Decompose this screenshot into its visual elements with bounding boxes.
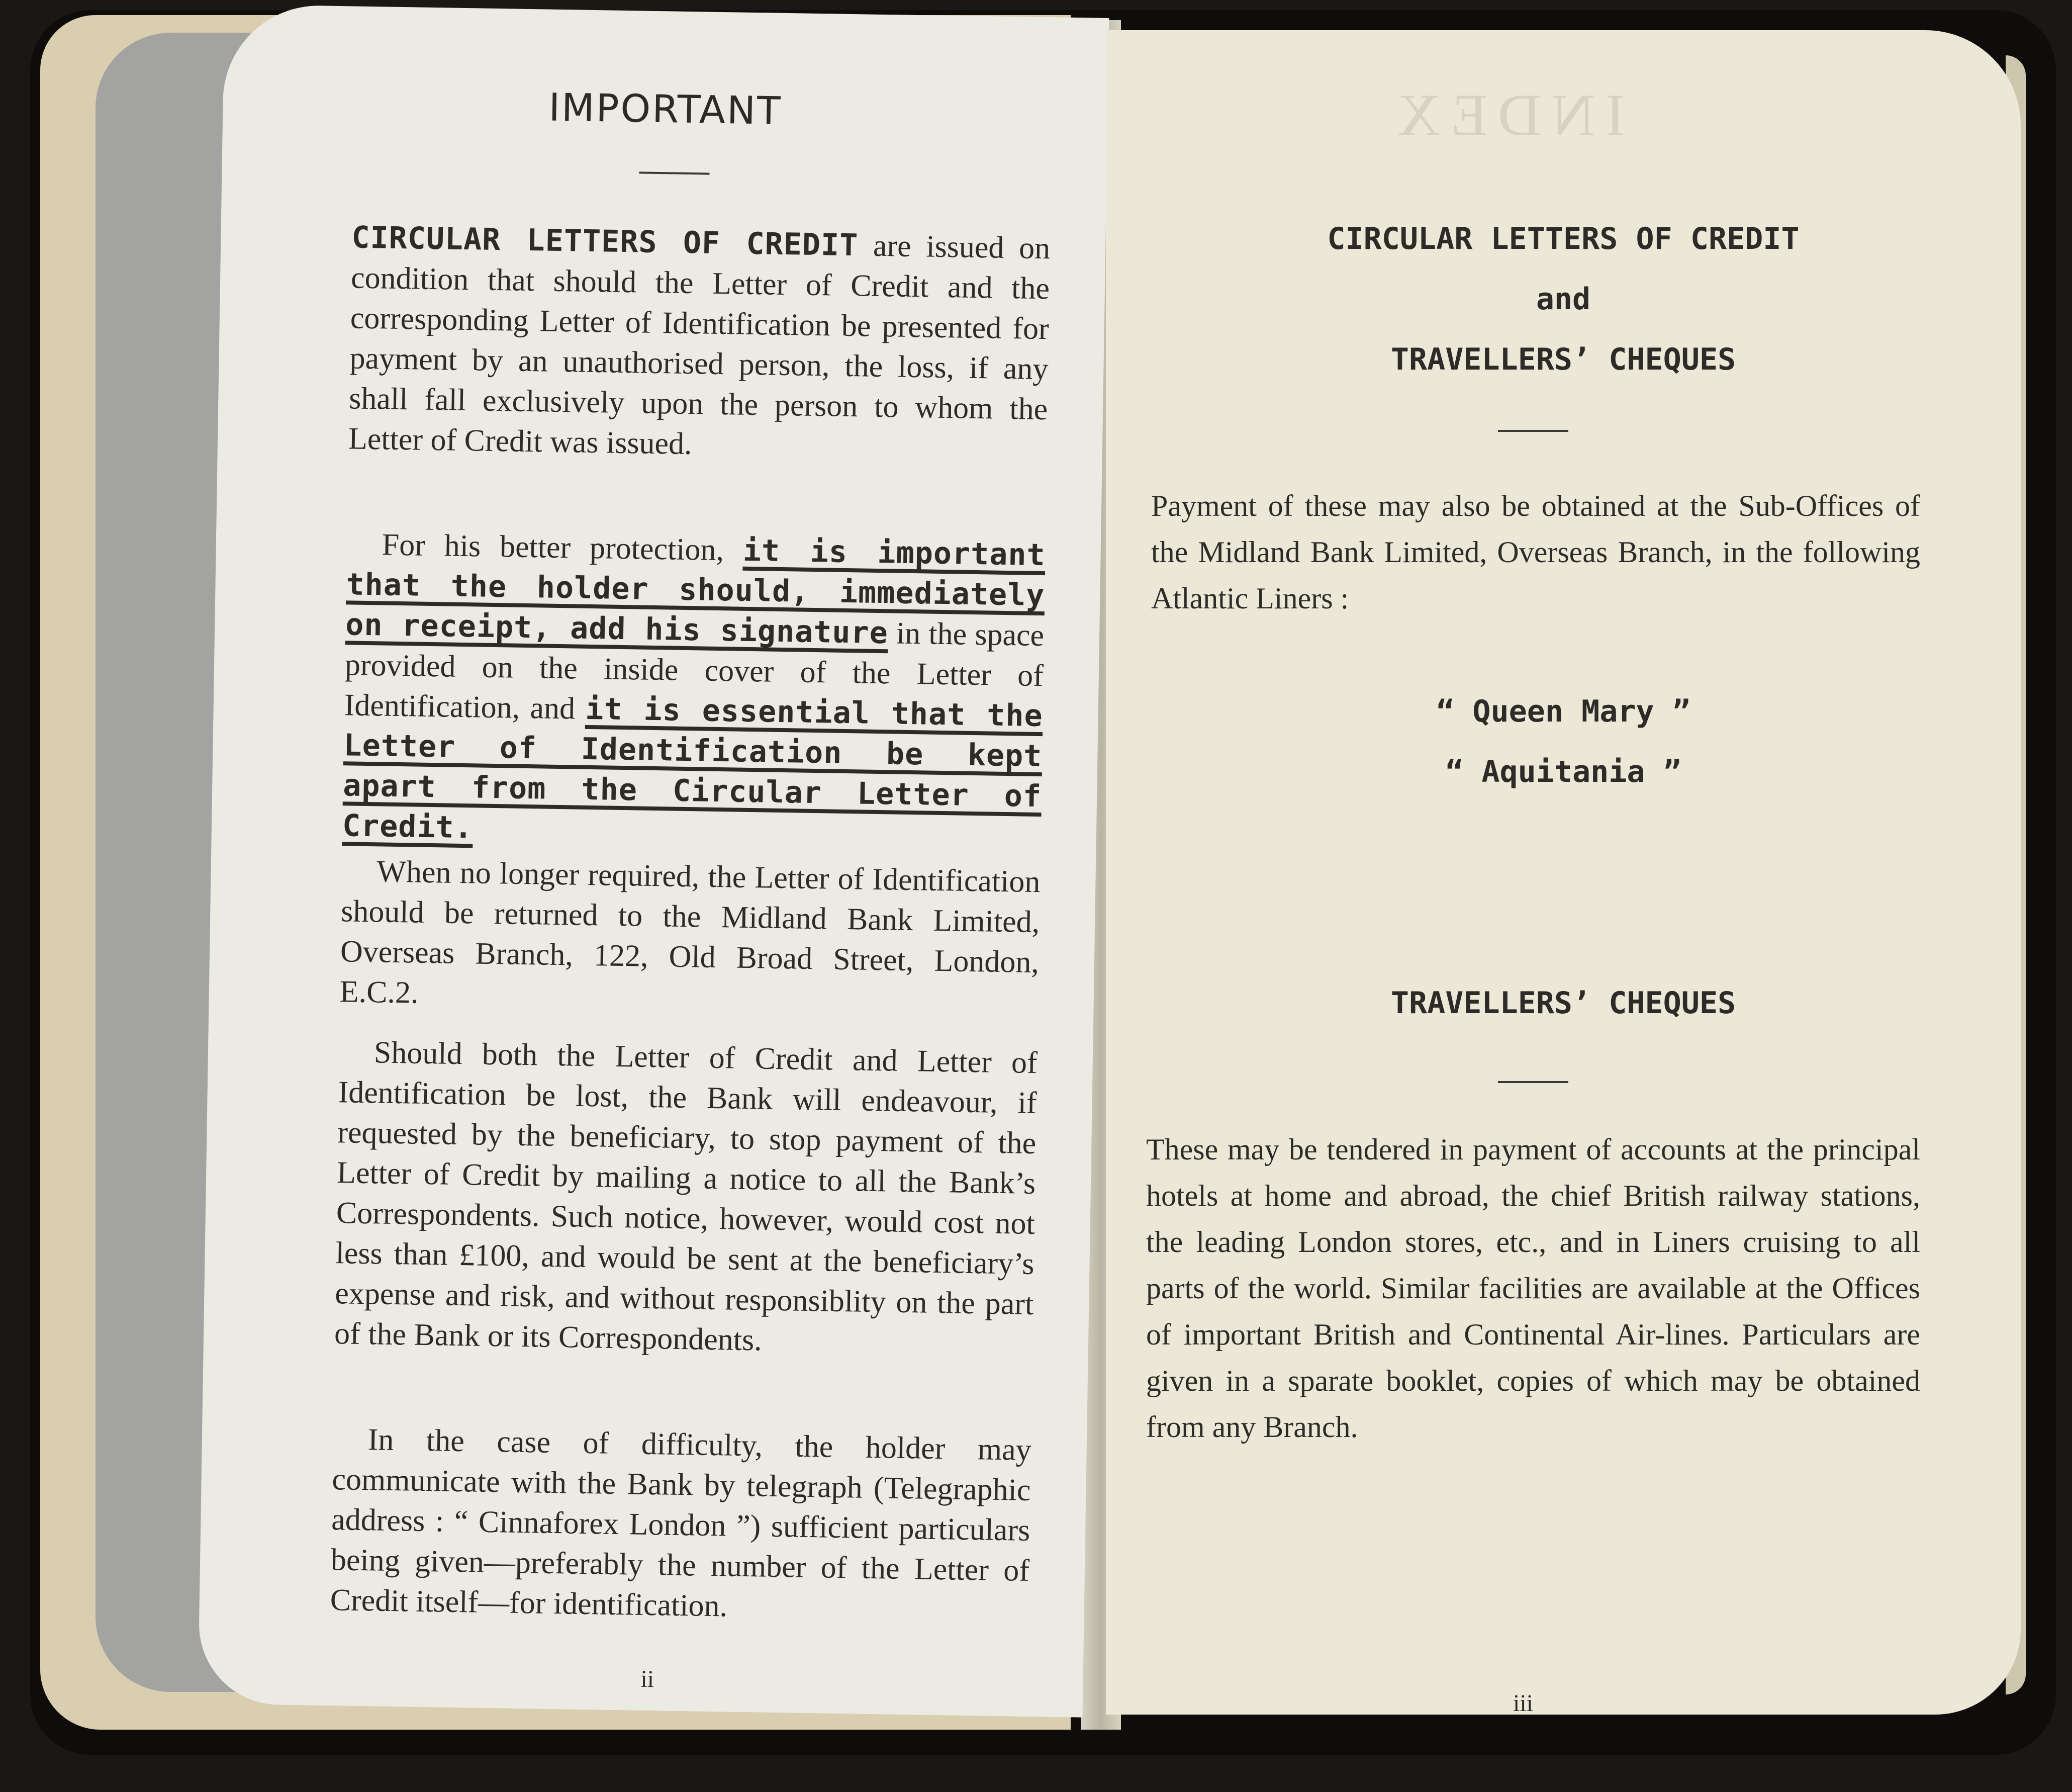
right-page xyxy=(1106,30,2021,1715)
page-number: ii xyxy=(640,1665,654,1693)
heading-rule xyxy=(639,171,709,174)
paragraph-sub-offices: Payment of these may also be obtained at the Sub-Offices of the Midland Bank Limited, Overseas Branch, in the following Atlantic Liners : xyxy=(1151,489,1920,615)
heading-circular-letters: CIRCULAR LETTERS OF CREDIT xyxy=(1327,221,1800,256)
heading-travellers-cheques: TRAVELLERS’ CHEQUES xyxy=(1390,342,1736,377)
page-number: iii xyxy=(1513,1690,1534,1717)
heading-rule xyxy=(1498,430,1568,432)
paragraph-return: When no longer required, the Letter of Identification should be returned to the Midland Bank Limited, Overseas Branch, 122, Old Broad Street, London, E.C.2. xyxy=(339,854,1041,1010)
liner-queen-mary: “ Queen Mary ” xyxy=(1436,694,1690,729)
page-heading-important: IMPORTANT xyxy=(548,84,783,133)
signature-instruction: it is important that the holder should, immediately on receipt, add his signature xyxy=(345,532,1046,651)
paragraph-text: are issued on condition that should the Letter of Credit and the corresponding Letter of Identification be presented for payment by an unauthorised person, the loss, if any shall fall exclusively upon the person to whom the Letter of Credit was issued. xyxy=(348,228,1051,462)
keep-apart-instruction: it is essential that the Letter of Identification be kept apart from the Circular Letter of Credit. xyxy=(342,691,1044,846)
paragraph-tendering: These may be tendered in payment of accounts at the principal hotels at home and abroad, the chief British railway stations, the leading London stores, etc., and in Liners cruising to all parts of the world. Similar facilities are available at the Offices of important British and Continental Air-lines. Particulars are given in a sparate booklet, copies of which may be obtained from any Branch. xyxy=(1146,1133,1920,1444)
heading-and: and xyxy=(1536,282,1591,317)
show-through-text: INDEX xyxy=(1387,81,1626,148)
paragraph-loss: Should both the Letter of Credit and Letter of Identification be lost, the Bank will endeavour, if requested by the beneficiary, to stop payment of the Letter of Credit by mailing a notice to all the Bank’s Correspondents. Such notice, however, would cost not less than £100, and would be sent at the beneficiary’s expense and risk, and without responsiblity on the part of the Bank or its Correspondents. xyxy=(334,1035,1038,1358)
left-page xyxy=(198,4,1109,1717)
paragraph-protection xyxy=(342,524,1046,857)
paragraph-conditions xyxy=(348,217,1050,470)
paragraph-difficulty: In the case of difficulty, the holder may communicate with the Bank by telegraph (Telegraphic address : “ Cinnaforex London ”) sufficient particulars being given—preferably the number of the Letter of Credit itself—for identification. xyxy=(330,1422,1032,1624)
heading-travellers-cheques-section: TRAVELLERS’ CHEQUES xyxy=(1390,985,1736,1021)
heading-rule xyxy=(1498,1081,1568,1083)
paragraph-text: in the space provided on the inside cover of the Letter of Identification, and xyxy=(344,616,1045,726)
paragraph-lead: CIRCULAR LETTERS OF CREDIT xyxy=(351,220,859,263)
paragraph-text: For his better protection, xyxy=(382,527,724,568)
liner-aquitania: “ Aquitania ” xyxy=(1445,754,1681,789)
